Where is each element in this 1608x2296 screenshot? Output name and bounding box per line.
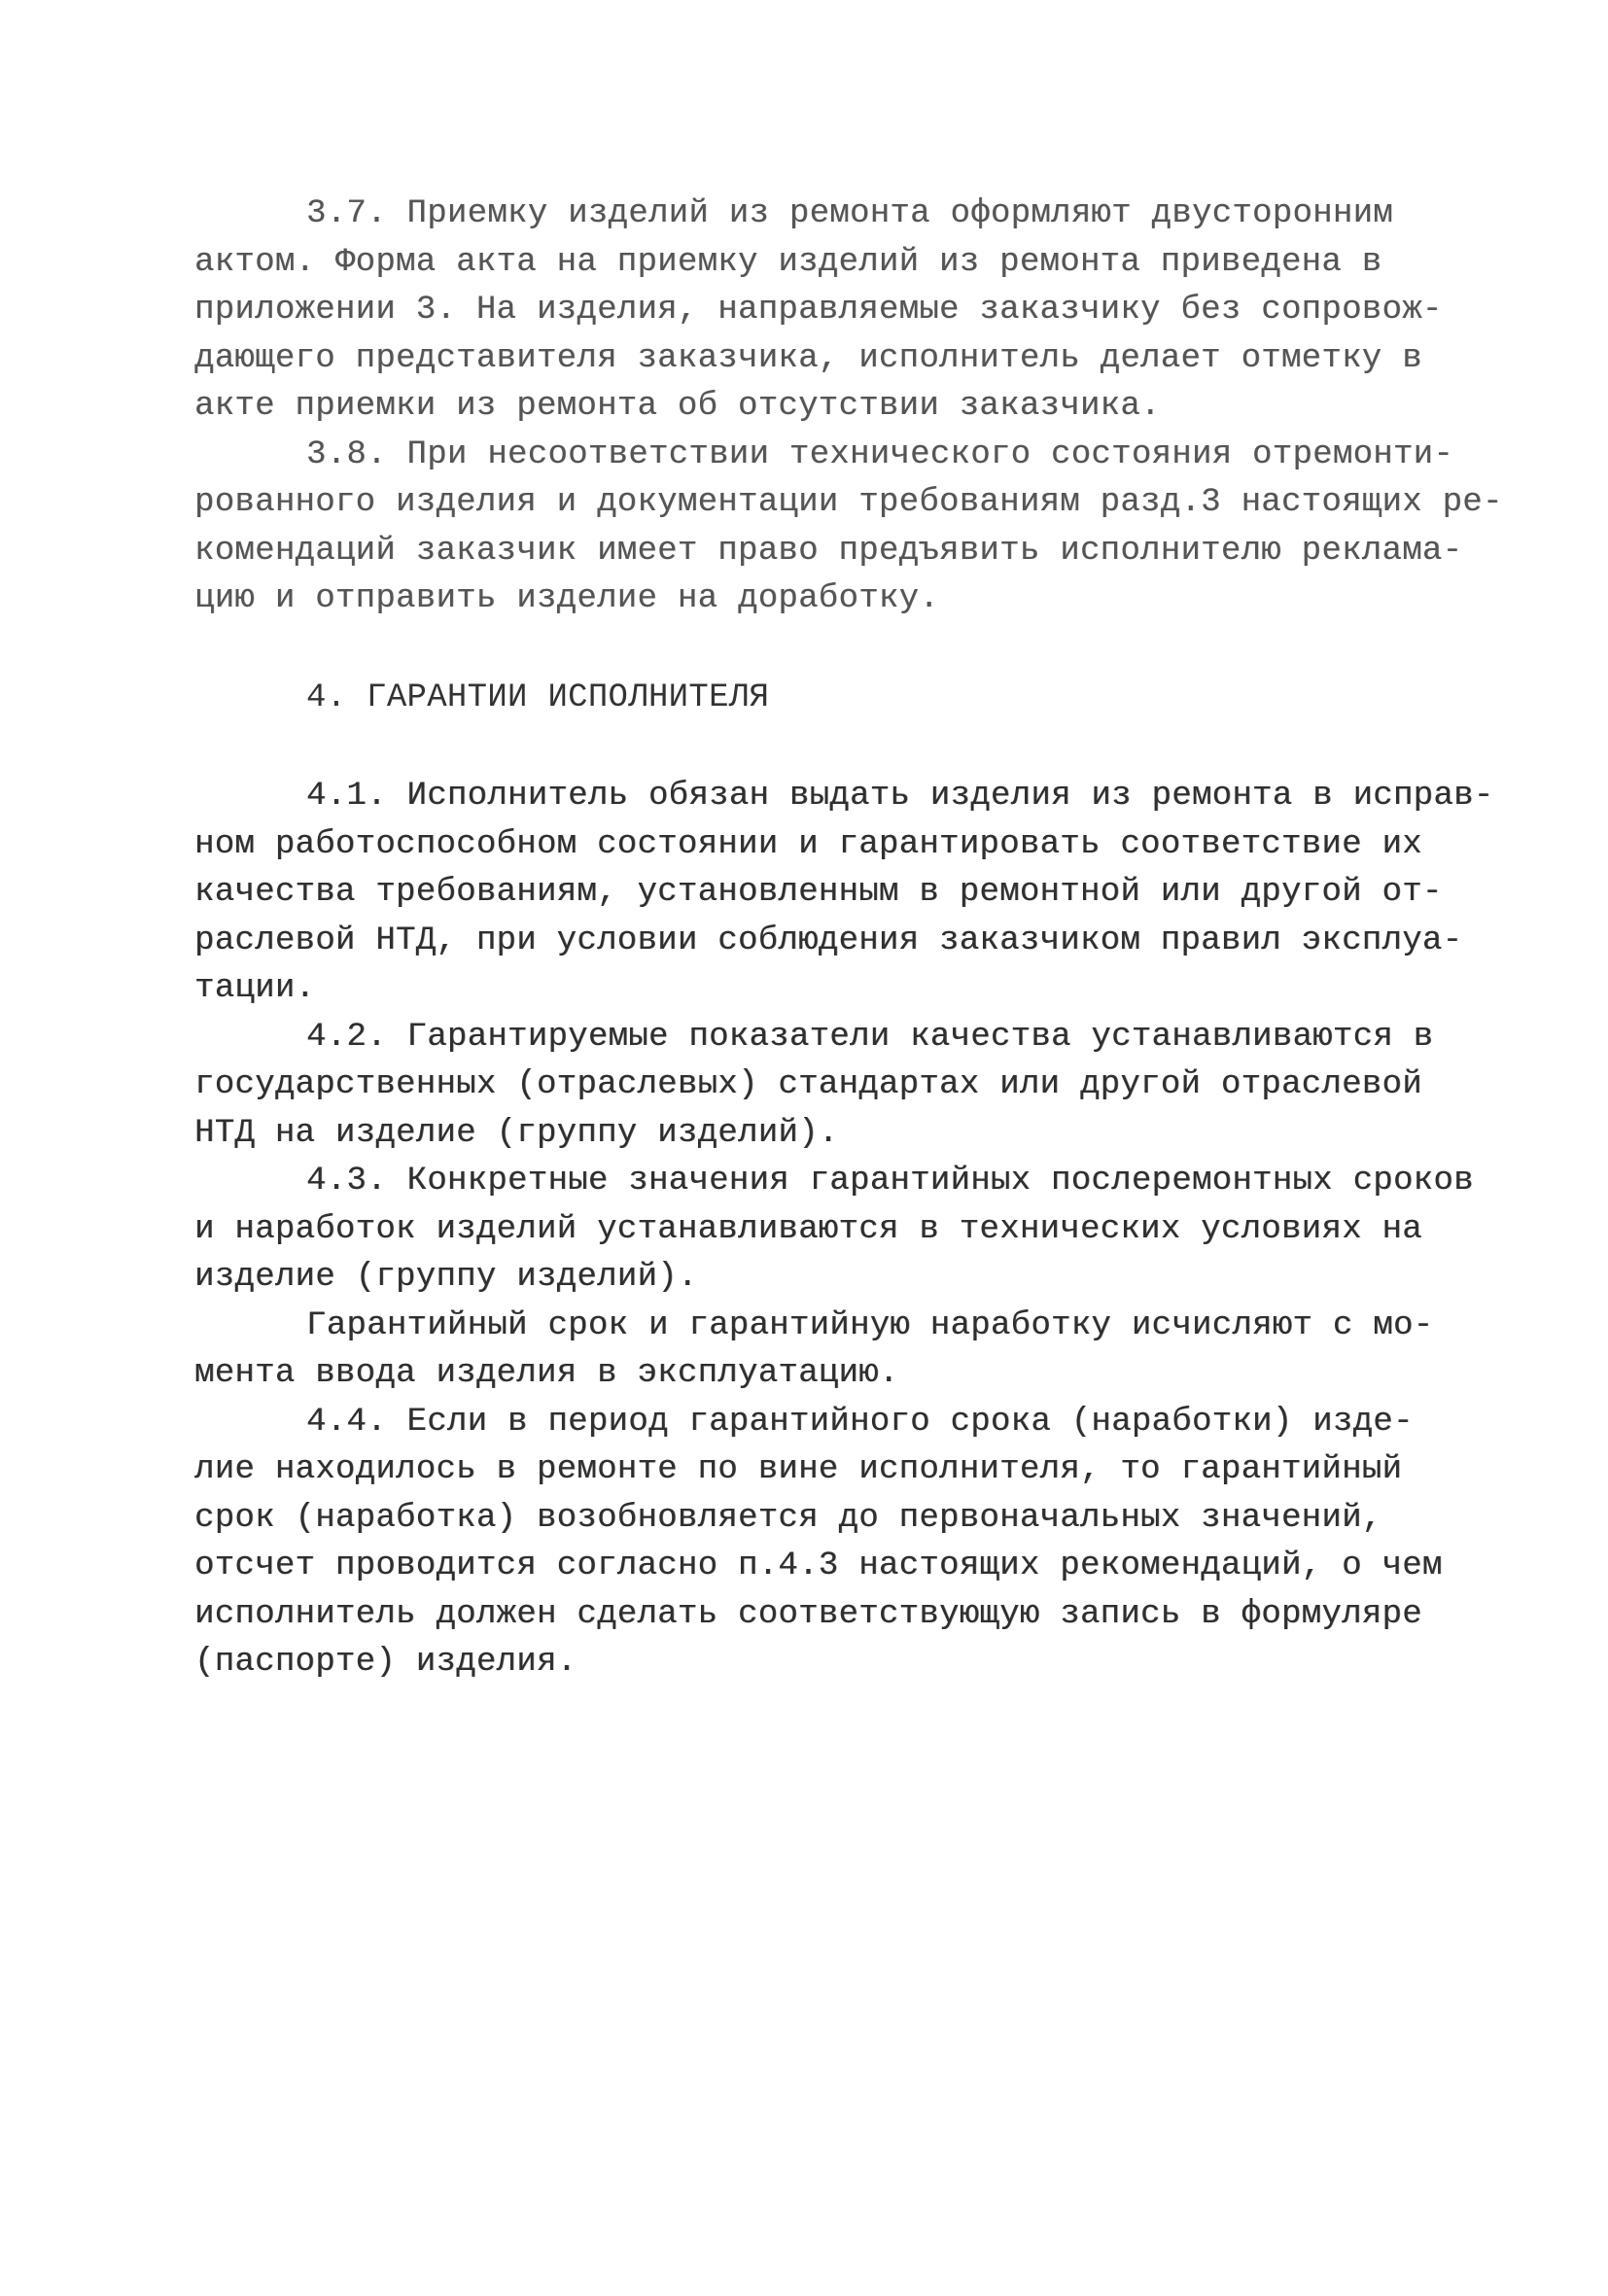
text-line: 4.1. Исполнитель обязан выдать изделия из ремонта в исправ- — [306, 778, 1494, 815]
text-line: срок (наработка) возобновляется до первоначальных значений, — [194, 1499, 1382, 1537]
text-line: исполнитель должен сделать соответствующую запись в формуляре — [194, 1595, 1422, 1633]
text-line: качества требованиям, установленным в ремонтной или другой от- — [194, 874, 1443, 911]
text-line: 4.3. Конкретные значения гарантийных послеремонтных сроков — [306, 1163, 1474, 1200]
paragraph-4-3-continued — [194, 1303, 1487, 1399]
text-line: цию и отправить изделие на доработку. — [194, 580, 940, 617]
text-line: ном работоспособном состоянии и гарантировать соответствие их — [194, 825, 1422, 863]
text-line: НТД на изделие (группу изделий). — [194, 1114, 839, 1152]
document-body — [194, 191, 1503, 1687]
text-line: дающего представителя заказчика, исполнитель делает отметку в — [194, 339, 1422, 377]
text-line: 4.2. Гарантируемые показатели качества устанавливаются в — [306, 1018, 1434, 1056]
text-line: (паспорте) изделия. — [194, 1644, 577, 1681]
text-line: тации. — [194, 970, 316, 1007]
text-line: актом. Форма акта на приемку изделий из ремонта приведена в — [194, 243, 1382, 281]
paragraph-4-1 — [194, 773, 1494, 1014]
text-line: и наработок изделий устанавливаются в технических условиях на — [194, 1210, 1422, 1248]
paragraph-4-3 — [194, 1158, 1487, 1303]
text-line: мента ввода изделия в эксплуатацию. — [194, 1355, 899, 1392]
paragraph-3-8 — [194, 432, 1503, 624]
text-line: Гарантийный срок и гарантийную наработку исчисляют с мо- — [306, 1306, 1434, 1344]
paragraph-3-7 — [194, 191, 1487, 432]
text-line: государственных (отраслевых) стандартах или другой отраслевой — [194, 1066, 1422, 1103]
text-line: раслевой НТД, при условии соблюдения заказчиком правил эксплуа- — [194, 922, 1463, 959]
section-heading: 4. ГАРАНТИИ ИСПОЛНИТЕЛЯ — [306, 678, 770, 716]
text-line: 3.8. При несоответствии технического состояния отремонти- — [306, 435, 1454, 473]
text-line: лие находилось в ремонте по вине исполнителя, то гарантийный — [194, 1451, 1403, 1488]
paragraph-4-2 — [194, 1014, 1487, 1159]
text-line: рованного изделия и документации требованиям разд.3 настоящих ре- — [194, 484, 1503, 521]
text-line: комендаций заказчик имеет право предъявить исполнителю реклама- — [194, 532, 1463, 570]
section-3-continuation — [194, 191, 1503, 624]
text-line: изделие (группу изделий). — [194, 1259, 698, 1296]
text-line: акте приемки из ремонта об отсутствии заказчика. — [194, 388, 1161, 425]
text-line: отсчет проводится согласно п.4.3 настоящих рекомендаций, о чем — [194, 1548, 1443, 1584]
text-line: 3.7. Приемку изделий из ремонта оформляют двусторонним — [306, 195, 1393, 232]
paragraph-4-4 — [194, 1399, 1487, 1687]
text-line: 4.4. Если в период гарантийного срока (наработки) изде- — [306, 1403, 1414, 1441]
section-4 — [194, 773, 1494, 1687]
text-line: приложении 3. На изделия, направляемые заказчику без сопровож- — [194, 292, 1443, 329]
